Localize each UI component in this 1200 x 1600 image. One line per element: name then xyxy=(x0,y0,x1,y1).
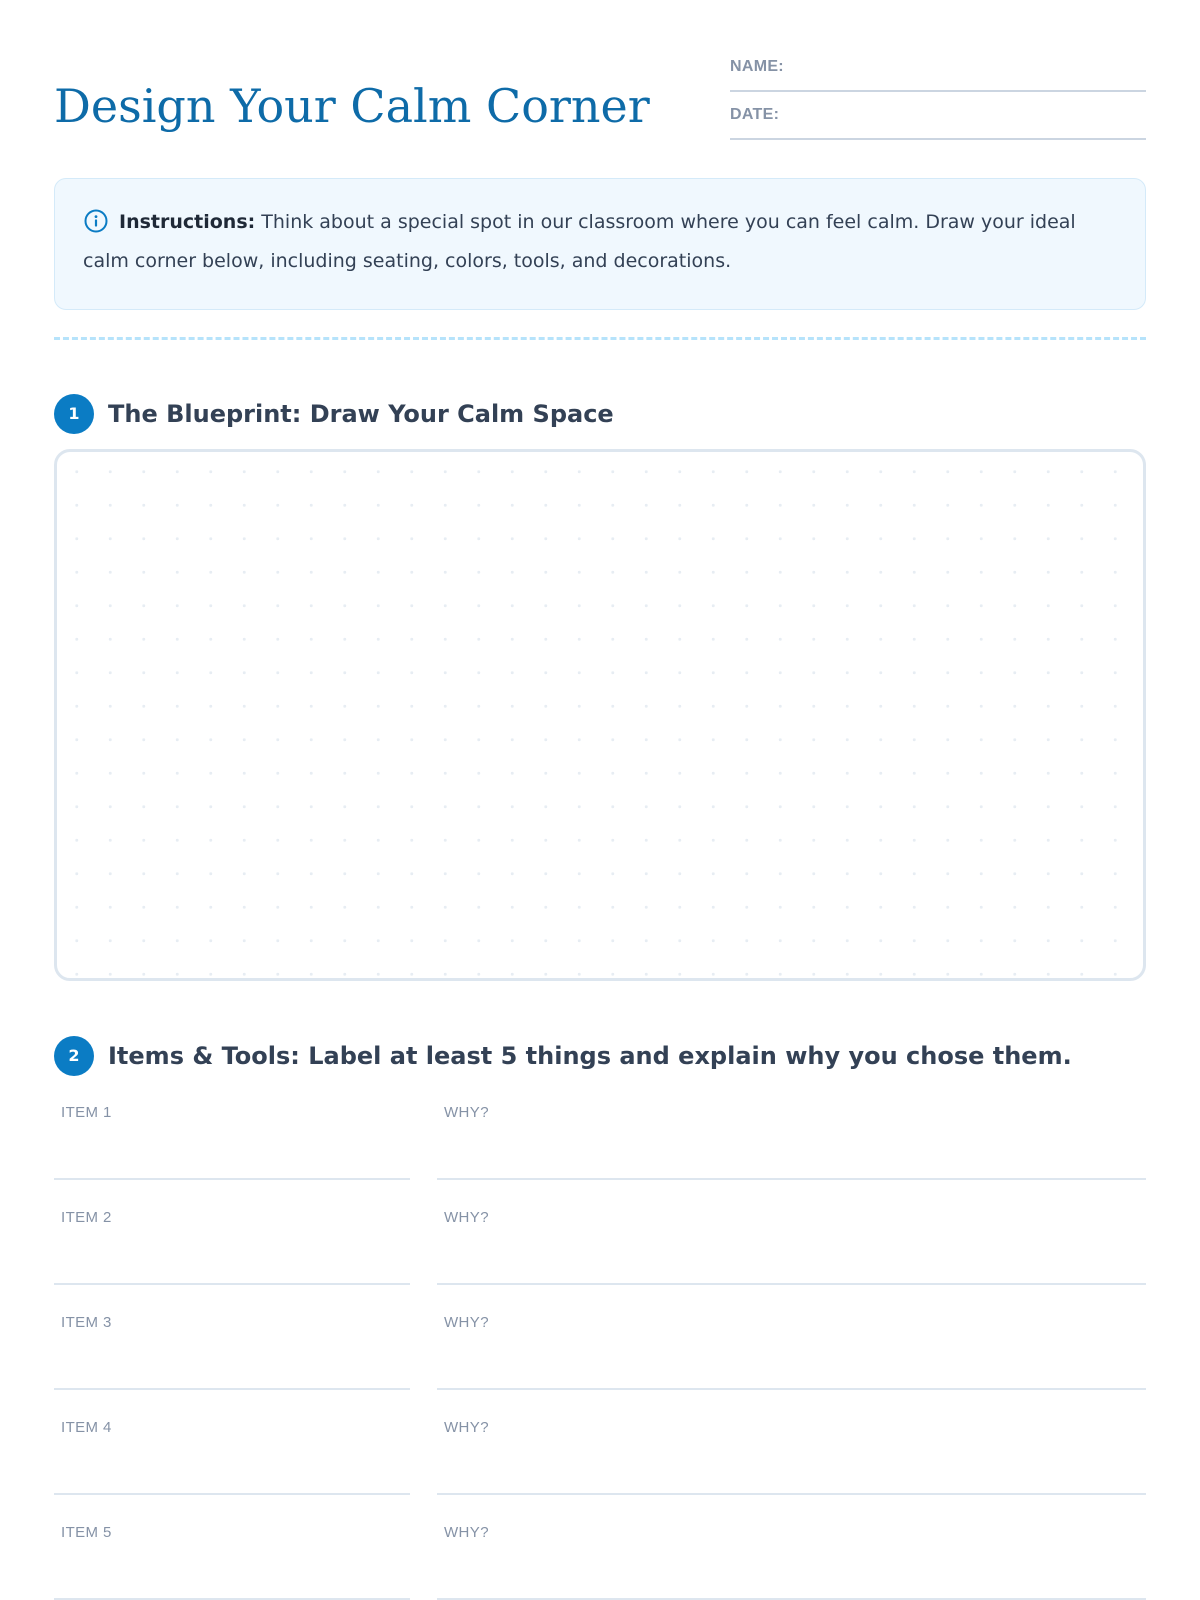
item-field[interactable] xyxy=(54,1098,410,1180)
item-label: ITEM 3 xyxy=(61,1314,112,1331)
section-2-number-badge: 2 xyxy=(54,1036,94,1076)
section-1-heading xyxy=(54,394,1146,434)
why-field[interactable] xyxy=(437,1518,1146,1600)
worksheet-page xyxy=(54,0,1146,1600)
instructions-text xyxy=(83,203,1117,281)
dashed-divider xyxy=(54,337,1146,340)
page-title: Design Your Calm Corner xyxy=(54,79,650,133)
why-field[interactable] xyxy=(437,1203,1146,1285)
item-row xyxy=(54,1203,1146,1285)
why-label: WHY? xyxy=(444,1524,489,1541)
why-label: WHY? xyxy=(444,1419,489,1436)
section-1-number-badge: 1 xyxy=(54,394,94,434)
why-field[interactable] xyxy=(437,1308,1146,1390)
item-field[interactable] xyxy=(54,1518,410,1600)
item-row xyxy=(54,1308,1146,1390)
item-field[interactable] xyxy=(54,1413,410,1495)
why-field[interactable] xyxy=(437,1098,1146,1180)
why-label: WHY? xyxy=(444,1314,489,1331)
section-2-heading xyxy=(54,1036,1146,1076)
item-label: ITEM 4 xyxy=(61,1419,112,1436)
info-circle-icon xyxy=(83,208,109,234)
item-row xyxy=(54,1518,1146,1600)
drawing-area[interactable] xyxy=(54,449,1146,981)
item-field[interactable] xyxy=(54,1203,410,1285)
item-label: ITEM 2 xyxy=(61,1209,112,1226)
instructions-body: Think about a special spot in our classroom where you can feel calm. Draw your ideal calm corner below, including seating, colors, tools, and decorations. xyxy=(83,211,1076,272)
section-2-title: Items & Tools: Label at least 5 things and explain why you chose them. xyxy=(108,1042,1072,1070)
name-label: NAME: xyxy=(730,58,784,75)
date-field[interactable] xyxy=(730,98,1146,140)
item-row xyxy=(54,1413,1146,1495)
date-label: DATE: xyxy=(730,106,780,123)
item-label: ITEM 5 xyxy=(61,1524,112,1541)
why-label: WHY? xyxy=(444,1104,489,1121)
instructions-lead: Instructions: xyxy=(119,211,256,233)
name-field[interactable] xyxy=(730,50,1146,92)
item-field[interactable] xyxy=(54,1308,410,1390)
item-row xyxy=(54,1098,1146,1180)
why-label: WHY? xyxy=(444,1209,489,1226)
why-field[interactable] xyxy=(437,1413,1146,1495)
section-1-title: The Blueprint: Draw Your Calm Space xyxy=(108,400,614,428)
instructions-box xyxy=(54,178,1146,310)
item-label: ITEM 1 xyxy=(61,1104,112,1121)
